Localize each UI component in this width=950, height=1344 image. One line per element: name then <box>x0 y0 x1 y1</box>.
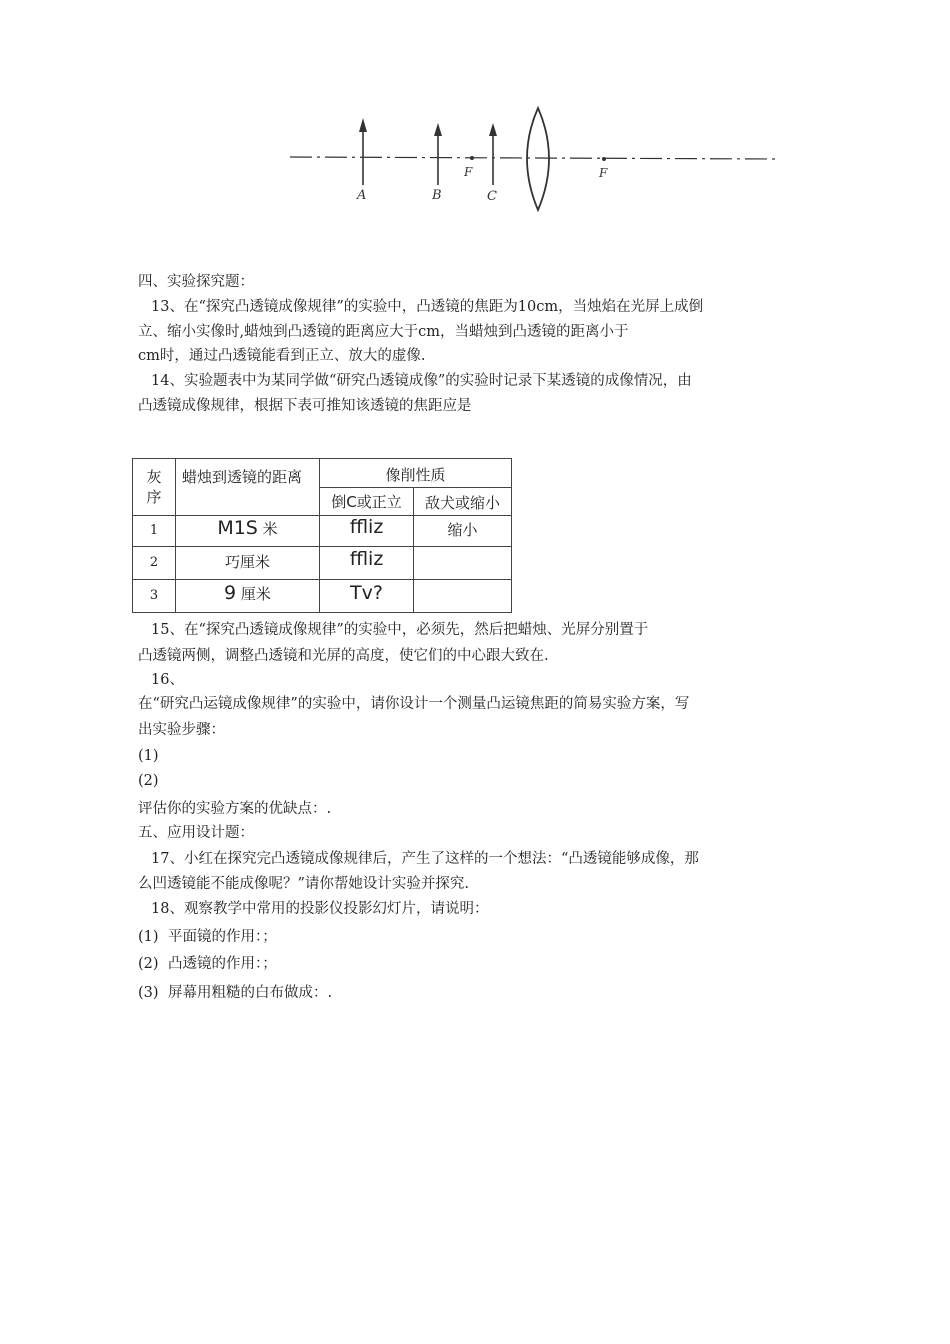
header-orientation: 倒C或正立 <box>331 493 402 511</box>
q17-line-2: 么凹透镜能不能成像呢？”请你帮她设计实验并探究. <box>138 876 470 892</box>
object-arrow-c <box>489 123 497 185</box>
row-2-distance: 巧厘米 <box>224 553 270 571</box>
q18-item-2-num: (2) <box>138 956 159 972</box>
header-image-properties: 像削性质 <box>385 466 446 484</box>
section-5-heading: 五、应用设计题： <box>138 825 254 841</box>
table-row <box>133 516 512 547</box>
q15-line-1: 15、在“探究凸透镜成像规律”的实验中，必须先，然后把蜡烛、光屏分别置于 <box>151 622 649 638</box>
label-b: B <box>432 188 442 203</box>
table-row <box>133 547 512 580</box>
row-1-size: 缩小 <box>447 521 478 539</box>
header-size: 敌犬或缩小 <box>424 494 500 512</box>
section-4-heading: 四、实验探究题： <box>138 274 254 290</box>
q14-line-2: 凸透镜成像规律，根据下表可推知该透镜的焦距应是 <box>138 398 472 414</box>
header-distance: 蜡烛到透镜的距离 <box>182 468 303 486</box>
q18-item-3-num: (3) <box>138 985 159 1001</box>
q18-item-2-text: 凸透镜的作用：； <box>168 956 277 972</box>
q18-line-1: 18、观察教学中常用的投影仪投影幻灯片，请说明： <box>151 901 489 917</box>
q16-number: 16、 <box>151 672 184 688</box>
q15-line-2: 凸透镜两侧，调整凸透镜和光屏的高度，使它们的中心跟大致在. <box>138 648 549 664</box>
label-c: C <box>487 189 497 204</box>
q18-item-1 <box>138 927 277 947</box>
header-seq: 灰序 <box>146 468 162 506</box>
lens-diagram <box>280 100 790 220</box>
row-3-distance: 9 厘米 <box>224 582 271 604</box>
q16-step-2: (2) <box>138 773 159 789</box>
row-2-seq: 2 <box>149 555 159 570</box>
experiment-table <box>132 458 512 613</box>
q18-item-2 <box>138 954 277 974</box>
convex-lens <box>527 108 549 210</box>
q16-line-2: 出实验步骤： <box>138 722 225 738</box>
q13-line-1: 13、在“探究凸透镜成像规律”的实验中，凸透镜的焦距为10cm，当烛焰在光屏上成倒 <box>151 299 704 315</box>
row-3-seq: 3 <box>149 588 159 603</box>
row-3-orientation: Tv? <box>350 582 383 604</box>
q13-line-2: 立、缩小实像时,蜡烛到凸透镜的距离应大于cm，当蜡烛到凸透镜的距离小于 <box>138 324 629 340</box>
q18-item-3 <box>138 983 332 1003</box>
q16-evaluation: 评估你的实验方案的优缺点：. <box>138 801 332 817</box>
row-1-orientation: ffliz <box>349 516 384 538</box>
label-f-left: F <box>464 165 473 179</box>
q16-line-1: 在“研究凸运镜成像规律”的实验中，请你设计一个测量凸运镜焦距的简易实验方案，写 <box>138 696 690 712</box>
focal-point-left <box>470 156 474 160</box>
label-f-right: F <box>599 166 608 180</box>
label-a: A <box>357 188 367 203</box>
table-row <box>133 580 512 613</box>
q18-item-3-text: 屏幕用粗糙的白布做成：. <box>168 985 333 1001</box>
q13-line-3: cm时，通过凸透镜能看到正立、放大的虚像. <box>138 348 426 364</box>
row-1-seq: 1 <box>149 523 159 538</box>
row-2-orientation: ffliz <box>349 548 384 570</box>
q18-item-1-text: 平面镜的作用：； <box>168 929 277 945</box>
q17-line-1: 17、小红在探究完凸透镜成像规律后，产生了这样的一个想法：“凸透镜能够成像，那 <box>151 851 699 867</box>
object-arrow-a <box>359 118 367 185</box>
row-1-distance: M1S 米 <box>217 517 278 539</box>
object-arrow-b <box>434 123 442 185</box>
q18-item-1-num: (1) <box>138 929 159 945</box>
focal-point-right <box>602 157 606 161</box>
q16-step-1: (1) <box>138 748 159 764</box>
q14-line-1: 14、实验题表中为某同学做“研究凸透镜成像”的实验时记录下某透镜的成像情况，由 <box>151 373 692 389</box>
